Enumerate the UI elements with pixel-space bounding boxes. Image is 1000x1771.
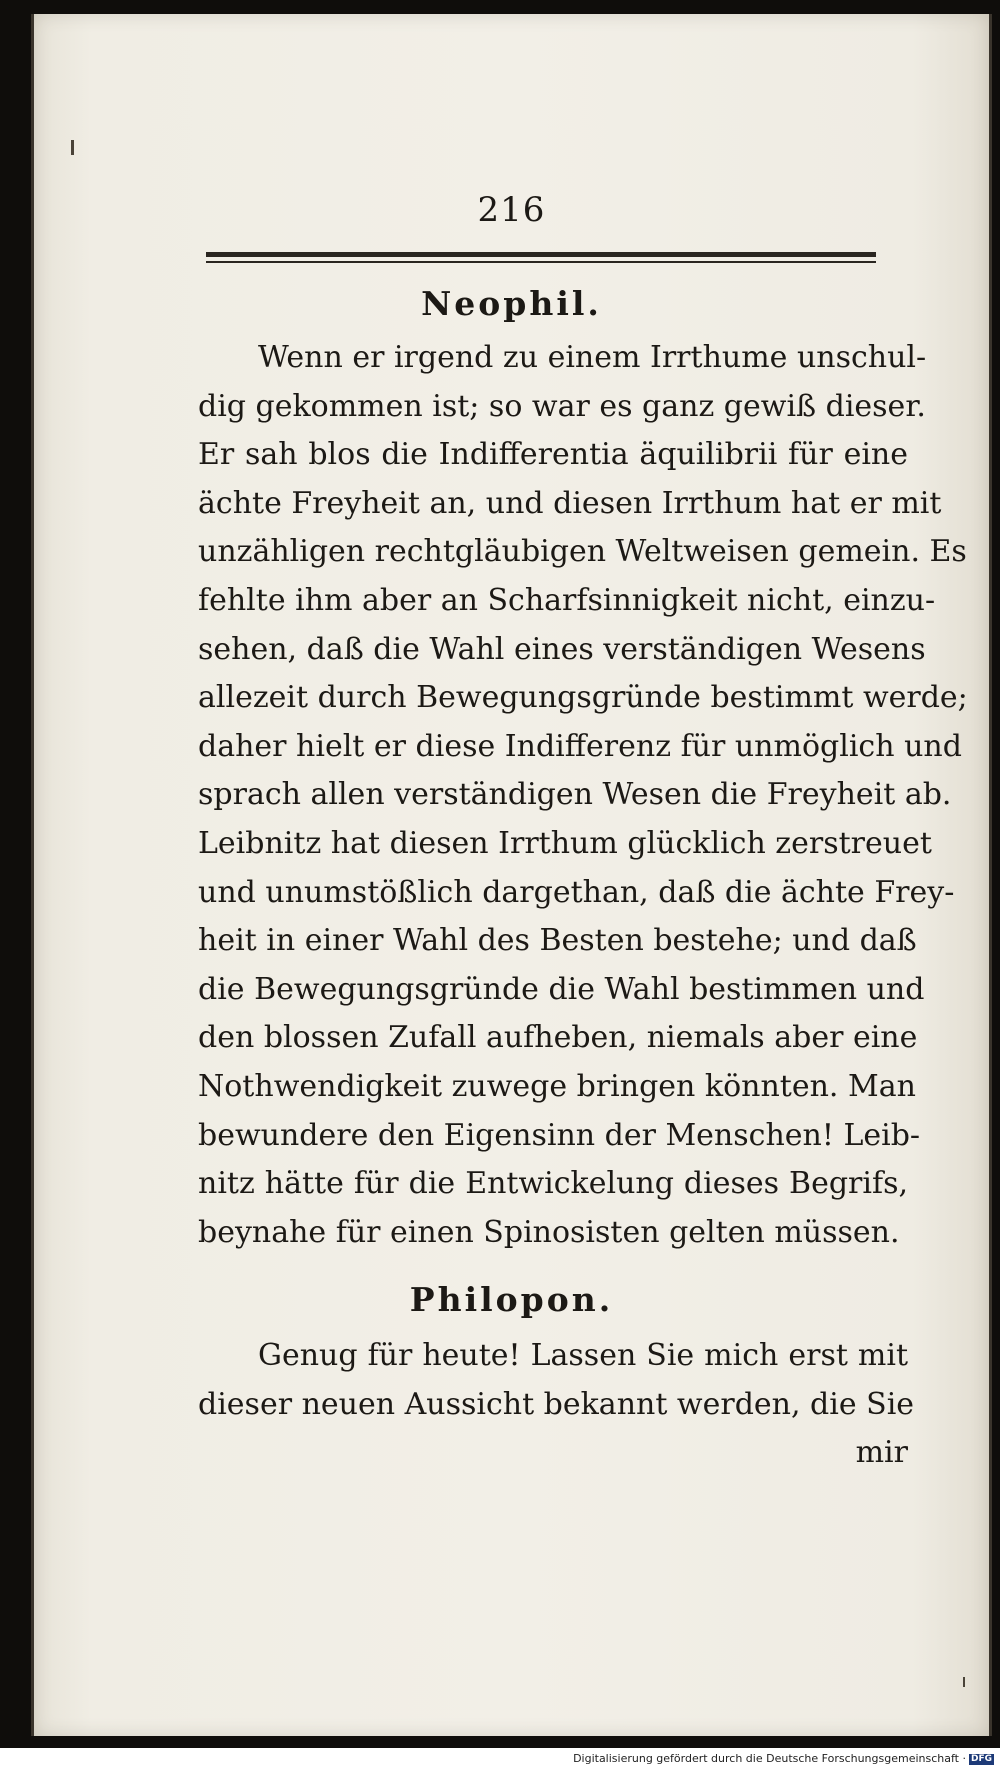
text-line: fehlte ihm aber an Scharfsinnigkeit nicht, einzu- — [198, 582, 936, 618]
text-line: Er sah blos die Indifferentia äquilibrii für eine — [198, 437, 908, 473]
text-line: Wenn er irgend zu einem Irrthume unschul- — [258, 340, 927, 375]
text-line: den blossen Zufall aufheben, niemals aber eine — [198, 1020, 918, 1056]
text-line: und unumstößlich dargethan, daß die ächte Frey- — [198, 874, 955, 910]
text-line: die Bewegungsgründe die Wahl bestimmen und — [198, 971, 925, 1007]
page-number: 216 — [477, 190, 546, 230]
book-page — [31, 14, 992, 1736]
text-line: sprach allen verständigen Wesen die Freyheit ab. — [198, 777, 952, 813]
text-line: ächte Freyheit an, und diesen Irrthum hat er mit — [198, 485, 942, 521]
credit-text: Digitalisierung gefördert durch die Deutsche Forschungsgemeinschaft · — [573, 1752, 966, 1765]
header-rule-thick — [206, 252, 876, 257]
header-rule-thin — [206, 261, 876, 263]
paragraph — [198, 1332, 915, 1478]
speaker-heading: Philopon. — [409, 1280, 614, 1319]
text-line: nitz hätte für die Entwickelung dieses Begrifs, — [198, 1166, 908, 1202]
text-line: allezeit durch Bewegungsgründe bestimmt werde; — [198, 680, 968, 716]
text-line: Genug für heute! Lassen Sie mich erst mit — [258, 1338, 908, 1373]
paper-speck — [71, 140, 74, 155]
text-line: daher hielt er diese Indifferenz für unmöglich und — [198, 728, 962, 764]
dfg-logo: DFG — [970, 1753, 992, 1764]
text-line: heit in einer Wahl des Besten bestehe; und daß — [198, 923, 917, 959]
text-line: unzähligen rechtgläubigen Weltweisen gemein. Es — [198, 534, 967, 570]
digitization-credit — [573, 1752, 994, 1765]
text-line: Nothwendigkeit zuwege bringen könnten. Man — [198, 1068, 916, 1104]
paragraph — [198, 334, 968, 1257]
speaker-heading: Neophil. — [421, 284, 602, 323]
text-line: bewundere den Eigensinn der Menschen! Leib- — [198, 1117, 921, 1153]
text-line: dieser neuen Aussicht bekannt werden, die Sie — [198, 1386, 915, 1422]
paper-speck — [963, 1677, 965, 1687]
text-line: beynahe für einen Spinosisten gelten müssen. — [198, 1214, 900, 1250]
catchword: mir — [855, 1435, 908, 1471]
text-line: sehen, daß die Wahl eines verständigen Wesens — [198, 631, 926, 667]
text-line: dig gekommen ist; so war es ganz gewiß dieser. — [198, 388, 926, 424]
text-line: Leibnitz hat diesen Irrthum glücklich zerstreuet — [198, 825, 932, 861]
